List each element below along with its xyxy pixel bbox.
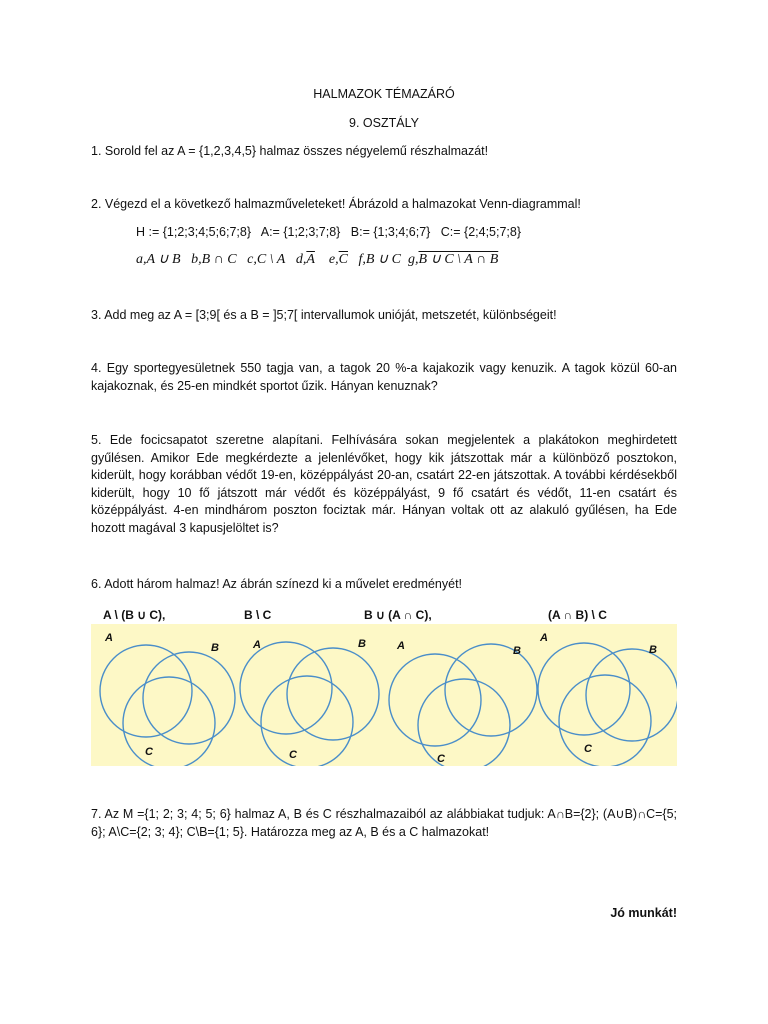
venn-3-circle-a [389,654,481,746]
question-7: 7. Az M ={1; 2; 3; 4; 5; 6} halmaz A, B és C részhalmazaiból az alábbiakat tudjuk: A∩B={2}; (A∪B)∩C={5; 6}; A\C={2; 3; 4}; C\B={1; 5}. Határozza meg az A, B és a C halmazokat! [91,807,677,839]
venn-4-circle-a [538,643,630,735]
venn-2-label-a: A [253,639,261,651]
op-a: A ∪ B [146,252,181,267]
closing-text: Jó munkát! [610,906,677,920]
venn-op-1: A \ (B ∪ C), [103,608,166,622]
op-d: $\overline{A}$ [306,252,315,267]
venn-area [91,604,677,766]
op-b-label: b, [191,252,202,267]
venn-3-circle-c [418,679,510,766]
question-2-sets: H := {1;2;3;4;5;6;7;8} A:= {1;2;3;7;8} B:= {1;3;4;6;7} C:= {2;4;5;7;8} [136,225,522,239]
venn-4-label-a: A [540,632,548,644]
venn-3-label-a: A [397,640,405,652]
question-1: 1. Sorold fel az A = {1,2,3,4,5} halmaz összes négyelemű részhalmazát! [91,144,489,158]
grade-label: 9. OSZTÁLY [349,116,419,130]
op-f: B ∪ C [365,252,402,267]
op-e: $\overline{C}$ [338,252,348,267]
op-e-label: e, [328,252,339,267]
venn-1-circle-b [143,652,235,744]
venn-4-label-c: C [584,743,592,755]
question-5: 5. Ede focicsapatot szeretne alapítani. Felhívására sokan megjelentek a plakátokon meghirdetett gyűlésen. Amikor Ede megkérdezte a jelenlévőket, hogy kik játszottak már a különböző posztokon, kiderült, hogy korábban védőt 19-en, középpályást 20-an, csatárt 22-en játszottak. A további kérdésekből kiderült, hogy 10 fő játszott már védőt és középpályást, 9 fő csatárt és védőt, 11-en csatárt és középpályást. 4-en mindhárom poszton fociztak már. Hányan voltak ott az alakuló gyűlésen, ha Ede hozott magával 3 kapusjelöltet is? [91,433,677,535]
venn-4-label-b: B [649,644,657,656]
question-4: 4. Egy sportegyesületnek 550 tagja van, a tagok 20 %-a kajakozik vagy kenuzik. A tagok közül 60-an kajakoznak, és 25-en mindkét sportot űzik. Hányan kenuznak? [91,361,677,393]
venn-op-4: (A ∩ B) \ C [548,608,607,622]
venn-4-circle-b [586,649,677,741]
venn-4-circle-c [559,675,651,766]
venn-3-circle-b [445,644,537,736]
op-b: B ∩ C [201,252,237,267]
page-title: HALMAZOK TÉMAZÁRÓ [313,87,455,101]
venn-1-label-b: B [211,642,219,654]
venn-3-label-c: C [437,753,445,765]
venn-2-circle-a [240,642,332,734]
op-c-label: c, [247,252,257,267]
venn-2-circle-c [261,676,353,766]
venn-1-label-a: A [105,632,113,644]
venn-1-circle-a [100,645,192,737]
question-2-operations [136,252,498,268]
venn-2-circle-b [287,648,379,740]
venn-3-label-b: B [513,645,521,657]
question-6: 6. Adott három halmaz! Az ábrán színezd ki a művelet eredményét! [91,577,463,591]
op-g: B ∪ C \ A ∩ B [418,252,499,267]
op-g-label: g, [408,252,419,267]
venn-1-label-c: C [145,746,153,758]
question-2: 2. Végezd el a következő halmazműveleteket! Ábrázold a halmazokat Venn-diagrammal! [91,197,581,211]
venn-2-label-b: B [358,638,366,650]
question-3: 3. Add meg az A = [3;9[ és a B = ]5;7[ intervallumok unióját, metszetét, különbségeit! [91,308,557,322]
venn-diagrams [91,604,677,766]
venn-2-label-c: C [289,749,297,761]
op-c: C \ A [256,252,286,267]
op-d-label: d, [295,252,307,267]
venn-op-2: B \ C [244,608,272,622]
venn-op-3: B ∪ (A ∩ C), [364,608,432,622]
op-a-label: a, [136,252,147,267]
op-f-label: f, [358,252,366,267]
venn-1-circle-c [123,677,215,766]
